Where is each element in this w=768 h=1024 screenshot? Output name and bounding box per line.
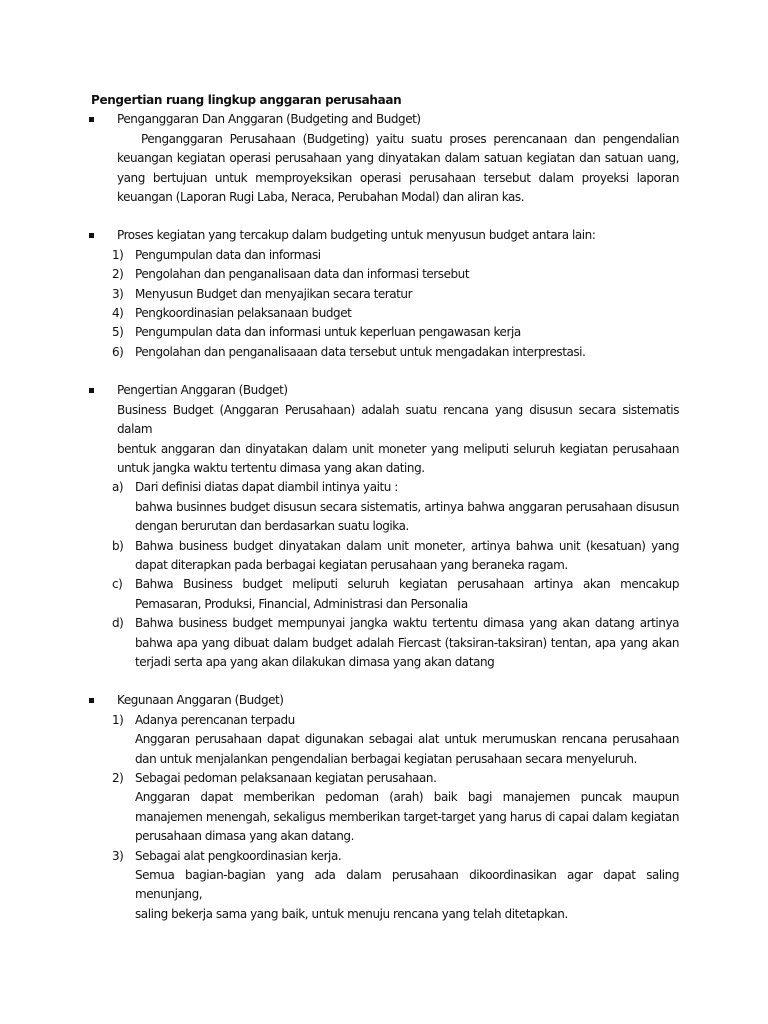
list-item-line: dengan berurutan dan berdasarkan suatu logika. — [135, 519, 409, 534]
list-item — [91, 343, 679, 362]
list-item — [91, 246, 679, 265]
list-item-line: Bahwa Business budget meliputi seluruh kegiatan perusahaan artinya akan mencakup — [135, 577, 679, 592]
section-heading: Penganggaran Dan Anggaran (Budgeting and Budget) — [117, 112, 421, 127]
list-item-line: Dari definisi diatas dapat diambil intinya yaitu : — [135, 480, 398, 495]
list-letter: d) — [112, 616, 124, 631]
paragraph-line: Business Budget (Anggaran Perusahaan) adalah suatu rencana yang disusun secara sistematis dalam — [117, 402, 679, 437]
list-letter: a) — [112, 480, 124, 495]
list-item-text: Pengolahan dan penganalisaaan data tersebut untuk mengadakan interprestasi. — [135, 344, 586, 359]
list-item-line: Adanya perencanan terpadu — [135, 712, 295, 727]
list-item-line: Anggaran dapat memberikan pedoman (arah) baik bagi manajemen puncak maupun — [135, 790, 679, 805]
list-item-line: Sebagai alat pengkoordinasian kerja. — [135, 848, 342, 863]
bullet-icon — [89, 388, 94, 393]
list-number: 3) — [112, 848, 124, 863]
list-item-line: Bahwa business budget mempunyai jangka waktu tertentu dimasa yang akan datang artinya — [135, 616, 679, 631]
section-budget-uses — [91, 691, 679, 924]
list-item-text: Pengumpulan data dan informasi untuk keperluan pengawasan kerja — [135, 325, 521, 340]
list-item — [91, 537, 679, 576]
list-item-line: manajemen menengah, sekaligus memberikan target-target yang harus di capai dalam kegiatan — [135, 809, 679, 824]
section-heading: Pengertian Anggaran (Budget) — [117, 383, 288, 398]
list-item-line: Pemasaran, Produksi, Financial, Administrasi dan Personalia — [135, 596, 468, 611]
bullet-icon — [89, 117, 94, 122]
list-item — [91, 265, 679, 284]
list-item-line: bahwa businnes budget disusun secara sistematis, artinya bahwa anggaran perusahaan disusun — [135, 499, 679, 514]
list-item-line: dapat diterapkan pada berbagai kegiatan perusahaan yang beraneka ragam. — [135, 557, 568, 572]
list-number: 1) — [112, 247, 124, 262]
list-item — [91, 614, 679, 672]
section-heading: Kegunaan Anggaran (Budget) — [117, 693, 284, 708]
document-title: Pengertian ruang lingkup anggaran perusahaan — [91, 93, 402, 107]
paragraph-line: bentuk anggaran dan dinyatakan dalam unit moneter yang meliputi seluruh kegiatan perusahaan — [117, 441, 679, 456]
list-letter: b) — [112, 538, 124, 553]
section-heading: Proses kegiatan yang tercakup dalam budgeting untuk menyusun budget antara lain: — [117, 228, 596, 243]
bullet-icon — [89, 233, 94, 238]
paragraph-line: yang bertujuan untuk memproyeksikan operasi perusahaan tersebut dalam proyeksi laporan — [117, 170, 679, 185]
list-item-text: Pengkoordinasian pelaksanaan budget — [135, 306, 352, 321]
list-letter: c) — [112, 577, 123, 592]
section-budgeting-process — [91, 226, 679, 362]
list-item-text: Pengolahan dan penganalisaan data dan informasi tersebut — [135, 267, 470, 282]
list-item-line: perusahaan dimasa yang akan datang. — [135, 829, 354, 844]
list-item — [91, 847, 679, 925]
list-item-line: Anggaran perusahaan dapat digunakan sebagai alat untuk merumuskan rencana perusahaan — [135, 732, 679, 747]
list-number: 1) — [112, 712, 124, 727]
list-item-text: Pengumpulan data dan informasi — [135, 247, 321, 262]
list-item — [91, 323, 679, 342]
list-item — [91, 711, 679, 769]
list-number: 4) — [112, 306, 124, 321]
list-item-line: bahwa apa yang dibuat dalam budget adalah Fiercast (taksiran-taksiran) tentan, apa yang akan — [135, 635, 679, 650]
list-item-line: saling bekerja sama yang baik, untuk menuju rencana yang telah ditetapkan. — [135, 906, 568, 921]
list-item-line: Sebagai pedoman pelaksanaan kegiatan perusahaan. — [135, 771, 437, 785]
section-budgeting-definition — [91, 110, 679, 207]
list-item-line: terjadi serta apa yang akan dilakukan dimasa yang akan datang — [135, 654, 495, 669]
list-number: 5) — [112, 325, 124, 340]
paragraph-line: Penganggaran Perusahaan (Budgeting) yaitu suatu proses perencanaan dan pengendalian — [141, 131, 679, 146]
list-number: 6) — [112, 344, 124, 359]
list-number: 3) — [112, 286, 124, 301]
list-item — [91, 769, 679, 847]
paragraph-line: keuangan kegiatan operasi perusahaan yang dinyatakan dalam satuan kegiatan dan satuan uang, — [117, 151, 679, 166]
paragraph-line: untuk jangka waktu tertentu dimasa yang akan dating. — [117, 460, 425, 475]
list-item-line: Bahwa business budget dinyatakan dalam unit moneter, artinya bahwa unit (kesatuan) yang — [135, 538, 679, 553]
list-item — [91, 304, 679, 323]
list-item-line: dan untuk menjalankan pengendalian berbagai kegiatan perusahaan secara menyeluruh. — [135, 751, 637, 766]
list-item — [91, 478, 679, 536]
list-item — [91, 285, 679, 304]
list-number: 2) — [112, 267, 124, 282]
section-budget-definition — [91, 381, 679, 672]
document-body — [91, 91, 679, 924]
bullet-icon — [89, 698, 94, 703]
list-item-text: Menyusun Budget dan menyajikan secara teratur — [135, 286, 413, 301]
paragraph-line: keuangan (Laporan Rugi Laba, Neraca, Perubahan Modal) dan aliran kas. — [117, 190, 525, 205]
list-item — [91, 575, 679, 614]
list-item-line: Semua bagian-bagian yang ada dalam perusahaan dikoordinasikan agar dapat saling menunjang, — [135, 868, 679, 902]
list-number: 2) — [112, 771, 124, 785]
